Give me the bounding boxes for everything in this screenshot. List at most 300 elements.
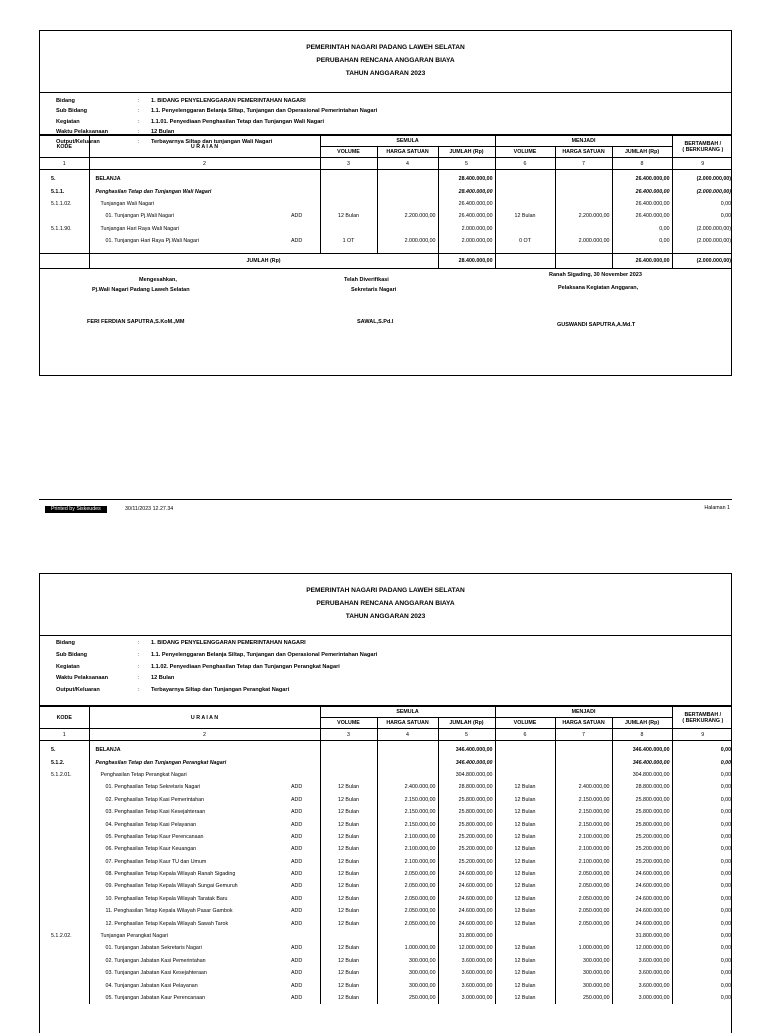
row-selisih: 0,00	[672, 979, 732, 991]
row-uraian: 05. Penghasilan Tetap Kaur Perencanaan	[89, 831, 289, 843]
row-harga-menjadi: 2.100.000,00	[555, 843, 612, 855]
row-volume-semula: 12 Bulan	[320, 992, 377, 1004]
table-row	[40, 930, 732, 942]
info-colon: :	[138, 139, 140, 146]
info-label: Kegiatan	[56, 118, 80, 125]
row-selisih: 0,00	[672, 868, 732, 880]
row-sumber	[289, 769, 320, 781]
info-colon: :	[138, 108, 140, 115]
row-harga-semula: 2.000.000,00	[377, 235, 438, 247]
total-empty	[495, 254, 555, 269]
row-volume-menjadi	[495, 744, 555, 756]
row-harga-semula	[377, 930, 438, 942]
table-row	[40, 979, 732, 991]
row-uraian: 09. Penghasilan Tetap Kepala Wilayah Sungai Gemuruh	[89, 880, 289, 892]
info-colon: :	[138, 651, 140, 658]
row-jumlah-semula: 28.400.000,00	[438, 185, 495, 197]
info-label: Waktu Pelaksanaan	[56, 675, 109, 682]
row-harga-menjadi: 2.050.000,00	[555, 868, 612, 880]
bertambah-label: BERTAMBAH /	[684, 711, 722, 718]
row-jumlah-menjadi: 24.600.000,00	[612, 893, 672, 905]
info-value: 1.1.01. Penyediaan Penghasilan Tetap dan Tunjangan Wali Nagari	[151, 118, 325, 125]
row-jumlah-menjadi: 346.400.000,00	[612, 756, 672, 768]
row-harga-semula: 250.000,00	[377, 992, 438, 1004]
row-sumber	[289, 930, 320, 942]
row-jumlah-semula: 3.000.000,00	[438, 992, 495, 1004]
row-jumlah-semula: 31.800.000,00	[438, 930, 495, 942]
report-header	[40, 31, 731, 93]
info-colon: :	[138, 675, 140, 682]
row-selisih: (2.000.000,00)	[672, 185, 732, 197]
row-selisih: 0,00	[672, 992, 732, 1004]
row-harga-semula: 2.050.000,00	[377, 917, 438, 929]
row-sumber: ADD	[289, 794, 320, 806]
row-volume-semula: 1 OT	[320, 235, 377, 247]
table-row	[40, 806, 732, 818]
row-volume-semula	[320, 769, 377, 781]
row-sumber	[289, 173, 320, 185]
column-number: 7	[555, 729, 612, 741]
row-sumber: ADD	[289, 917, 320, 929]
row-harga-semula: 300.000,00	[377, 979, 438, 991]
info-colon: :	[138, 118, 140, 125]
row-volume-menjadi: 12 Bulan	[495, 210, 555, 222]
row-volume-menjadi	[495, 769, 555, 781]
row-volume-semula	[320, 173, 377, 185]
row-sumber	[289, 744, 320, 756]
row-jumlah-semula: 25.800.000,00	[438, 818, 495, 830]
row-selisih: 0,00	[672, 756, 732, 768]
sig-name-wali: FERI FERDIAN SAPUTRA,S.KoM.,MM	[87, 319, 185, 326]
col-uraian: U R A I A N	[89, 707, 320, 729]
row-sumber: ADD	[289, 856, 320, 868]
table-row	[40, 893, 732, 905]
row-selisih: 0,00	[672, 856, 732, 868]
column-number: 7	[555, 158, 612, 170]
row-volume-semula	[320, 930, 377, 942]
row-jumlah-menjadi: 346.400.000,00	[612, 744, 672, 756]
row-jumlah-menjadi: 28.800.000,00	[612, 781, 672, 793]
row-volume-menjadi: 12 Bulan	[495, 917, 555, 929]
row-selisih: 0,00	[672, 930, 732, 942]
row-jumlah-semula: 24.600.000,00	[438, 868, 495, 880]
row-uraian: Tunjangan Hari Raya Wali Nagari	[89, 223, 289, 235]
report-page-1	[39, 30, 732, 376]
info-value: 1. BIDANG PENYELENGGARAN PEMERINTAHAN NAGARI	[151, 98, 306, 104]
row-kode	[40, 843, 89, 855]
row-harga-menjadi	[555, 173, 612, 185]
row-jumlah-menjadi: 24.600.000,00	[612, 905, 672, 917]
column-number: 1	[40, 729, 89, 741]
row-jumlah-semula: 346.400.000,00	[438, 744, 495, 756]
row-sumber	[289, 185, 320, 197]
column-number: 3	[320, 158, 377, 170]
row-jumlah-semula: 24.600.000,00	[438, 893, 495, 905]
row-volume-menjadi: 0 OT	[495, 235, 555, 247]
row-harga-menjadi: 2.400.000,00	[555, 781, 612, 793]
row-kode	[40, 781, 89, 793]
signature-block	[40, 269, 731, 341]
table-row	[40, 235, 732, 247]
table-row	[40, 856, 732, 868]
info-row	[40, 662, 731, 674]
row-harga-menjadi	[555, 198, 612, 210]
row-volume-menjadi: 12 Bulan	[495, 893, 555, 905]
row-uraian: 04. Tunjangan Jabatan Kasi Pelayanan	[89, 979, 289, 991]
row-harga-semula	[377, 756, 438, 768]
row-harga-menjadi: 2.050.000,00	[555, 905, 612, 917]
row-harga-menjadi: 1.000.000,00	[555, 942, 612, 954]
row-sumber: ADD	[289, 880, 320, 892]
column-number: 9	[672, 729, 732, 741]
doc-title: PERUBAHAN RENCANA ANGGARAN BIAYA	[316, 57, 455, 64]
column-number: 4	[377, 158, 438, 170]
row-kode	[40, 893, 89, 905]
row-selisih: 0,00	[672, 955, 732, 967]
info-value: 1.1. Penyelenggaran Belanja Siltap, Tunjangan dan Operasional Pemerintahan Nagari	[151, 651, 378, 658]
col-harga-semula: HARGA SATUAN	[377, 718, 438, 729]
row-jumlah-menjadi: 25.200.000,00	[612, 831, 672, 843]
berkurang-label: ( BERKURANG )	[682, 146, 724, 153]
info-label: Bidang	[56, 98, 75, 104]
column-number-row	[40, 158, 732, 170]
col-bertambah	[672, 707, 732, 729]
row-selisih: 0,00	[672, 831, 732, 843]
page-footer	[39, 503, 732, 517]
info-label: Output/Keluaran	[56, 139, 100, 146]
row-sumber: ADD	[289, 210, 320, 222]
printed-by-badge: Printed by Siskeudes	[45, 506, 107, 513]
info-label: Waktu Pelaksanaan	[56, 128, 109, 135]
row-jumlah-semula: 25.800.000,00	[438, 794, 495, 806]
row-harga-menjadi: 2.100.000,00	[555, 831, 612, 843]
row-jumlah-semula: 25.200.000,00	[438, 843, 495, 855]
footer-rule	[39, 499, 732, 500]
row-harga-semula: 2.150.000,00	[377, 818, 438, 830]
row-uraian: 03. Penghasilan Tetap Kasi Kesejahteraan	[89, 806, 289, 818]
row-selisih: (2.000.000,00)	[672, 223, 732, 235]
row-kode	[40, 806, 89, 818]
sig-pj-wali: Pj.Wali Nagari Padang Laweh Selatan	[92, 287, 190, 294]
berkurang-label: ( BERKURANG )	[682, 717, 724, 724]
table-row	[40, 843, 732, 855]
row-harga-menjadi: 300.000,00	[555, 979, 612, 991]
info-label: Kegiatan	[56, 663, 80, 670]
row-kode	[40, 210, 89, 222]
row-selisih: 0,00	[672, 198, 732, 210]
row-volume-semula	[320, 744, 377, 756]
col-volume-semula: VOLUME	[320, 147, 377, 158]
table-row	[40, 210, 732, 222]
row-volume-menjadi: 12 Bulan	[495, 843, 555, 855]
row-sumber: ADD	[289, 831, 320, 843]
row-harga-menjadi	[555, 744, 612, 756]
column-number: 6	[495, 158, 555, 170]
table-row	[40, 185, 732, 197]
table-row	[40, 880, 732, 892]
column-number: 3	[320, 729, 377, 741]
table-row	[40, 831, 732, 843]
row-selisih: 0,00	[672, 880, 732, 892]
report-page-2	[39, 573, 732, 1033]
row-harga-menjadi: 2.200.000,00	[555, 210, 612, 222]
col-kode: KODE	[40, 136, 89, 158]
row-harga-menjadi: 300.000,00	[555, 967, 612, 979]
col-jumlah-menjadi: JUMLAH (Rp)	[612, 147, 672, 158]
total-kode	[40, 254, 89, 269]
table-row	[40, 967, 732, 979]
row-uraian: 06. Penghasilan Tetap Kaur Keuangan	[89, 843, 289, 855]
row-jumlah-menjadi: 3.000.000,00	[612, 992, 672, 1004]
row-jumlah-semula: 28.400.000,00	[438, 173, 495, 185]
row-kode	[40, 967, 89, 979]
row-uraian: 03. Tunjangan Jabatan Kasi Kesejahteraan	[89, 967, 289, 979]
row-jumlah-semula: 3.600.000,00	[438, 967, 495, 979]
column-number: 5	[438, 729, 495, 741]
row-jumlah-menjadi: 0,00	[612, 223, 672, 235]
row-volume-semula: 12 Bulan	[320, 818, 377, 830]
row-sumber: ADD	[289, 955, 320, 967]
info-value: 1. BIDANG PENYELENGGARAN PEMERINTAHAN NAGARI	[151, 640, 306, 646]
row-sumber	[289, 756, 320, 768]
row-kode	[40, 856, 89, 868]
row-jumlah-menjadi: 26.400.000,00	[612, 185, 672, 197]
row-jumlah-semula: 25.800.000,00	[438, 806, 495, 818]
row-uraian: 08. Penghasilan Tetap Kepala Wilayah Ranah Sigading	[89, 868, 289, 880]
row-uraian: BELANJA	[89, 173, 289, 185]
row-sumber: ADD	[289, 893, 320, 905]
row-volume-menjadi	[495, 185, 555, 197]
row-sumber: ADD	[289, 868, 320, 880]
row-uraian: 11. Penghasilan Tetap Kepala Wilayah Pasar Gambok	[89, 905, 289, 917]
info-row	[40, 638, 731, 650]
row-sumber	[289, 223, 320, 235]
row-selisih: (2.000.000,00)	[672, 235, 732, 247]
row-jumlah-semula: 2.000.000,00	[438, 235, 495, 247]
info-value: 1.1. Penyelenggaran Belanja Siltap, Tunjangan dan Operasional Pemerintahan Nagari	[151, 108, 378, 115]
row-uraian: 10. Penghasilan Tetap Kepala Wilayah Taratak Baru	[89, 893, 289, 905]
row-selisih: (2.000.000,00)	[672, 173, 732, 185]
row-sumber: ADD	[289, 843, 320, 855]
row-uraian: 01. Tunjangan Hari Raya Pj.Wali Nagari	[89, 235, 289, 247]
row-volume-semula	[320, 198, 377, 210]
column-number: 4	[377, 729, 438, 741]
row-selisih: 0,00	[672, 806, 732, 818]
row-jumlah-menjadi: 12.000.000,00	[612, 942, 672, 954]
row-harga-semula: 2.050.000,00	[377, 905, 438, 917]
table-row	[40, 781, 732, 793]
row-volume-menjadi: 12 Bulan	[495, 992, 555, 1004]
row-jumlah-menjadi: 24.600.000,00	[612, 880, 672, 892]
row-volume-semula	[320, 223, 377, 235]
row-harga-menjadi: 2.050.000,00	[555, 893, 612, 905]
row-harga-menjadi	[555, 223, 612, 235]
table-row	[40, 992, 732, 1004]
row-volume-semula: 12 Bulan	[320, 868, 377, 880]
row-selisih: 0,00	[672, 744, 732, 756]
row-jumlah-menjadi: 25.800.000,00	[612, 806, 672, 818]
row-harga-semula: 2.050.000,00	[377, 880, 438, 892]
col-jumlah-semula: JUMLAH (Rp)	[438, 718, 495, 729]
row-harga-semula	[377, 769, 438, 781]
row-uraian: 01. Tunjangan Jabatan Sekretaris Nagari	[89, 942, 289, 954]
row-volume-menjadi: 12 Bulan	[495, 905, 555, 917]
row-harga-menjadi: 2.150.000,00	[555, 806, 612, 818]
info-label: Bidang	[56, 640, 75, 646]
row-volume-menjadi: 12 Bulan	[495, 967, 555, 979]
row-jumlah-semula: 3.600.000,00	[438, 955, 495, 967]
row-sumber: ADD	[289, 818, 320, 830]
col-harga-semula: HARGA SATUAN	[377, 147, 438, 158]
row-volume-menjadi: 12 Bulan	[495, 818, 555, 830]
row-harga-menjadi: 2.000.000,00	[555, 235, 612, 247]
column-number: 2	[89, 158, 320, 170]
column-number: 9	[672, 158, 732, 170]
row-kode: 5.1.2.	[40, 756, 89, 768]
column-number: 8	[612, 729, 672, 741]
row-harga-semula	[377, 185, 438, 197]
row-harga-menjadi: 2.100.000,00	[555, 856, 612, 868]
info-row	[40, 650, 731, 662]
row-volume-menjadi	[495, 930, 555, 942]
row-uraian: 02. Penghasilan Tetap Kasi Pemerintahan	[89, 794, 289, 806]
row-harga-semula: 2.050.000,00	[377, 868, 438, 880]
sig-pelaksana: Pelaksana Kegiatan Anggaran,	[558, 285, 639, 292]
col-volume-semula: VOLUME	[320, 718, 377, 729]
row-volume-semula: 12 Bulan	[320, 967, 377, 979]
row-harga-semula: 300.000,00	[377, 955, 438, 967]
info-colon: :	[138, 98, 140, 104]
row-jumlah-menjadi: 25.800.000,00	[612, 818, 672, 830]
row-volume-menjadi: 12 Bulan	[495, 781, 555, 793]
total-jumlah-semula: 28.400.000,00	[438, 254, 495, 269]
row-jumlah-menjadi: 31.800.000,00	[612, 930, 672, 942]
row-uraian: 12. Penghasilan Tetap Kepala Wilayah Sawah Tarok	[89, 917, 289, 929]
row-harga-menjadi: 300.000,00	[555, 955, 612, 967]
table-row	[40, 955, 732, 967]
info-row	[40, 96, 731, 106]
row-harga-semula: 2.400.000,00	[377, 781, 438, 793]
row-kode	[40, 992, 89, 1004]
row-volume-semula: 12 Bulan	[320, 831, 377, 843]
info-row	[40, 685, 731, 697]
info-label: Sub Bidang	[56, 651, 88, 658]
row-uraian: Tunjangan Wali Nagari	[89, 198, 289, 210]
row-uraian: Tunjangan Perangkat Nagari	[89, 930, 289, 942]
row-volume-menjadi: 12 Bulan	[495, 868, 555, 880]
budget-table	[40, 135, 732, 269]
table-row	[40, 818, 732, 830]
row-sumber: ADD	[289, 967, 320, 979]
row-volume-menjadi: 12 Bulan	[495, 880, 555, 892]
table-row	[40, 769, 732, 781]
sig-sekretaris: Sekretaris Nagari	[351, 287, 397, 294]
row-kode: 5.1.1.90.	[40, 223, 89, 235]
info-label: Output/Keluaran	[56, 687, 100, 694]
row-uraian: 05. Tunjangan Jabatan Kaur Perencanaan	[89, 992, 289, 1004]
column-number: 8	[612, 158, 672, 170]
row-volume-menjadi	[495, 198, 555, 210]
row-sumber	[289, 198, 320, 210]
row-selisih: 0,00	[672, 893, 732, 905]
col-semula: SEMULA	[320, 707, 495, 718]
row-jumlah-menjadi: 0,00	[612, 235, 672, 247]
info-label: Sub Bidang	[56, 108, 88, 115]
row-jumlah-semula: 346.400.000,00	[438, 756, 495, 768]
row-uraian: 01. Penghasilan Tetap Sekretaris Nagari	[89, 781, 289, 793]
col-harga-menjadi: HARGA SATUAN	[555, 718, 612, 729]
table-row	[40, 905, 732, 917]
row-harga-menjadi: 2.050.000,00	[555, 880, 612, 892]
info-value: 1.1.02. Penyediaan Penghasilan Tetap dan Tunjangan Perangkat Nagari	[151, 663, 340, 670]
info-colon: :	[138, 663, 140, 670]
sig-place-date: Ranah Sigading, 30 November 2023	[549, 272, 642, 279]
row-kode: 5.1.2.02.	[40, 930, 89, 942]
row-selisih: 0,00	[672, 843, 732, 855]
column-number: 1	[40, 158, 89, 170]
row-jumlah-semula: 24.600.000,00	[438, 917, 495, 929]
print-timestamp: 30/11/2023 12.27.34	[125, 506, 174, 512]
row-kode	[40, 880, 89, 892]
row-jumlah-menjadi: 3.600.000,00	[612, 967, 672, 979]
row-harga-semula: 2.100.000,00	[377, 831, 438, 843]
col-jumlah-menjadi: JUMLAH (Rp)	[612, 718, 672, 729]
row-jumlah-menjadi: 26.400.000,00	[612, 198, 672, 210]
info-value: Terbayarnya Siltap dan tunjangan Wali Nagari	[151, 139, 273, 146]
row-volume-semula: 12 Bulan	[320, 942, 377, 954]
row-jumlah-semula: 28.800.000,00	[438, 781, 495, 793]
row-harga-semula: 2.100.000,00	[377, 856, 438, 868]
row-volume-menjadi: 12 Bulan	[495, 856, 555, 868]
row-jumlah-menjadi: 26.400.000,00	[612, 173, 672, 185]
row-jumlah-semula: 26.400.000,00	[438, 210, 495, 222]
sig-mengesahkan: Mengesahkan,	[139, 277, 177, 284]
row-kode	[40, 979, 89, 991]
table-row	[40, 198, 732, 210]
col-harga-menjadi: HARGA SATUAN	[555, 147, 612, 158]
info-value: Terbayarnya Siltap dan Tunjangan Perangkat Nagari	[151, 687, 290, 694]
row-uraian: Penghasilan Tetap dan Tunjangan Perangkat Nagari	[89, 756, 289, 768]
row-kode	[40, 917, 89, 929]
row-harga-semula: 2.150.000,00	[377, 806, 438, 818]
table-row	[40, 756, 732, 768]
row-uraian: 04. Penghasilan Tetap Kasi Pelayanan	[89, 818, 289, 830]
row-volume-menjadi: 12 Bulan	[495, 979, 555, 991]
sig-name-pelaksana: GUSWANDI SAPUTRA,A.Md.T	[557, 322, 636, 329]
row-volume-semula: 12 Bulan	[320, 917, 377, 929]
sig-name-sekretaris: SAWAL,S.Pd.I	[357, 319, 394, 326]
row-sumber: ADD	[289, 806, 320, 818]
row-sumber: ADD	[289, 979, 320, 991]
row-jumlah-semula: 25.200.000,00	[438, 831, 495, 843]
row-volume-menjadi: 12 Bulan	[495, 831, 555, 843]
row-selisih: 0,00	[672, 818, 732, 830]
row-harga-semula: 2.050.000,00	[377, 893, 438, 905]
col-semula: SEMULA	[320, 136, 495, 147]
row-kode: 5.	[40, 173, 89, 185]
row-harga-menjadi: 2.050.000,00	[555, 917, 612, 929]
row-volume-semula: 12 Bulan	[320, 955, 377, 967]
fiscal-year: TAHUN ANGGARAN 2023	[345, 613, 426, 620]
row-volume-menjadi: 12 Bulan	[495, 794, 555, 806]
row-harga-menjadi: 2.150.000,00	[555, 818, 612, 830]
row-jumlah-semula: 24.600.000,00	[438, 880, 495, 892]
row-sumber: ADD	[289, 942, 320, 954]
row-volume-semula	[320, 756, 377, 768]
row-kode	[40, 794, 89, 806]
info-colon: :	[138, 687, 140, 694]
col-volume-menjadi: VOLUME	[495, 147, 555, 158]
